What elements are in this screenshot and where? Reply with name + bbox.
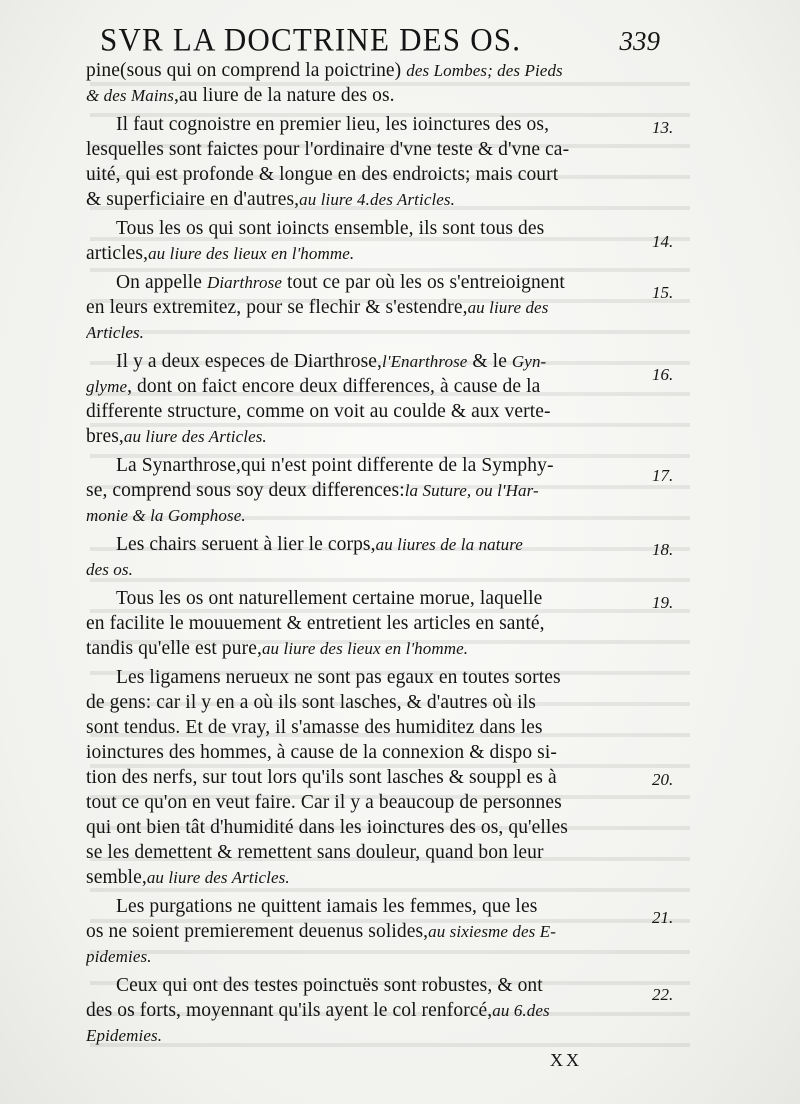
margin-number: 21. xyxy=(652,908,674,927)
text-line: sont tendus. Et de vray, il s'amasse des humiditez dans les xyxy=(86,717,543,738)
margin-number: 16. xyxy=(652,365,674,384)
paragraph-start: Il faut cognoistre en premier lieu, les ioinctures des os, xyxy=(116,114,550,135)
text-line: uité, qui est profonde & longue en des endroicts; mais court xyxy=(86,164,559,185)
text-line: des os forts, moyennant qu'ils ayent le col renforcé,au 6.des xyxy=(86,1000,550,1021)
margin-number: 14. xyxy=(652,232,674,251)
text-line: articles,au liure des lieux en l'homme. xyxy=(86,243,355,264)
paragraph-start: Tous les os ont naturellement certaine morue, laquelle xyxy=(116,588,543,609)
body-text xyxy=(86,58,652,1048)
text-line: semble,au liure des Articles. xyxy=(86,867,290,888)
text-line: differente structure, comme on voit au coulde & aux verte- xyxy=(86,401,551,422)
text-line: de gens: car il y en a où ils sont lasches, & d'autres où ils xyxy=(86,692,536,713)
text-line: & superficiaire en d'autres,au liure 4.des Articles. xyxy=(86,189,455,210)
text-line: se, comprend sous soy deux differences:la Suture, ou l'Har- xyxy=(86,480,539,501)
text-line: qui ont bien tât d'humidité dans les ioinctures des os, qu'elles xyxy=(86,817,568,838)
signature-mark: XX xyxy=(550,1050,582,1070)
margin-number: 15. xyxy=(652,283,674,302)
text-line: se les demettent & remettent sans douleur, quand bon leur xyxy=(86,842,544,863)
margin-number: 13. xyxy=(652,118,674,137)
text-line: pine(sous qui on comprend la poictrine) des Lombes; des Pieds xyxy=(86,60,563,81)
text-line: monie & la Gomphose. xyxy=(86,506,246,525)
text-line: tandis qu'elle est pure,au liure des lieux en l'homme. xyxy=(86,638,469,659)
margin-number: 18. xyxy=(652,540,674,559)
margin-number: 17. xyxy=(652,466,674,485)
text-line: Epidemies. xyxy=(86,1026,163,1045)
text-line: Articles. xyxy=(86,323,145,342)
text-line: lesquelles sont faictes pour l'ordinaire d'vne teste & d'vne ca- xyxy=(86,139,570,160)
text-line: en facilite le mouuement & entretient les articles en santé, xyxy=(86,613,545,634)
paragraph-start: Les ligamens nerueux ne sont pas egaux en toutes sortes xyxy=(116,667,561,688)
paragraph-start: Tous les os qui sont ioincts ensemble, ils sont tous des xyxy=(116,218,545,239)
text-line: os ne soient premierement deuenus solides,au sixiesme des E- xyxy=(86,921,556,942)
page-number: 339 xyxy=(619,26,660,56)
text-line: ioinctures des hommes, à cause de la connexion & dispo si- xyxy=(86,742,557,763)
margin-number: 22. xyxy=(652,985,674,1004)
text-line: tion des nerfs, sur tout lors qu'ils sont lasches & souppl es à xyxy=(86,767,557,788)
paragraph-start: On appelle Diarthrose tout ce par où les os s'entreioignent xyxy=(116,272,565,293)
text-line: pidemies. xyxy=(86,947,152,966)
paragraph-start: Ceux qui ont des testes poinctuës sont robustes, & ont xyxy=(116,975,543,996)
paragraph-start: La Synarthrose,qui n'est point differente de la Symphy- xyxy=(116,455,554,476)
paragraph-start: Il y a deux especes de Diarthrose,l'Enarthrose & le Gyn- xyxy=(116,351,547,372)
running-title: SVR LA DOCTRINE DES OS. xyxy=(100,21,522,58)
text-line: en leurs extremitez, pour se flechir & s'estendre,au liure des xyxy=(86,297,549,318)
running-head xyxy=(100,22,660,58)
text-line: tout ce qu'on en veut faire. Car il y a beaucoup de personnes xyxy=(86,792,562,813)
margin-number: 20. xyxy=(652,770,674,789)
text-line: glyme, dont on faict encore deux differences, à cause de la xyxy=(86,376,541,397)
text-line: bres,au liure des Articles. xyxy=(86,426,267,447)
text-line: & des Mains,au liure de la nature des os. xyxy=(86,85,395,106)
margin-number: 19. xyxy=(652,593,674,612)
paragraph-start: Les chairs seruent à lier le corps,au liures de la nature xyxy=(116,534,523,555)
paragraph-start: Les purgations ne quittent iamais les femmes, que les xyxy=(116,896,538,917)
text-line: des os. xyxy=(86,560,133,579)
